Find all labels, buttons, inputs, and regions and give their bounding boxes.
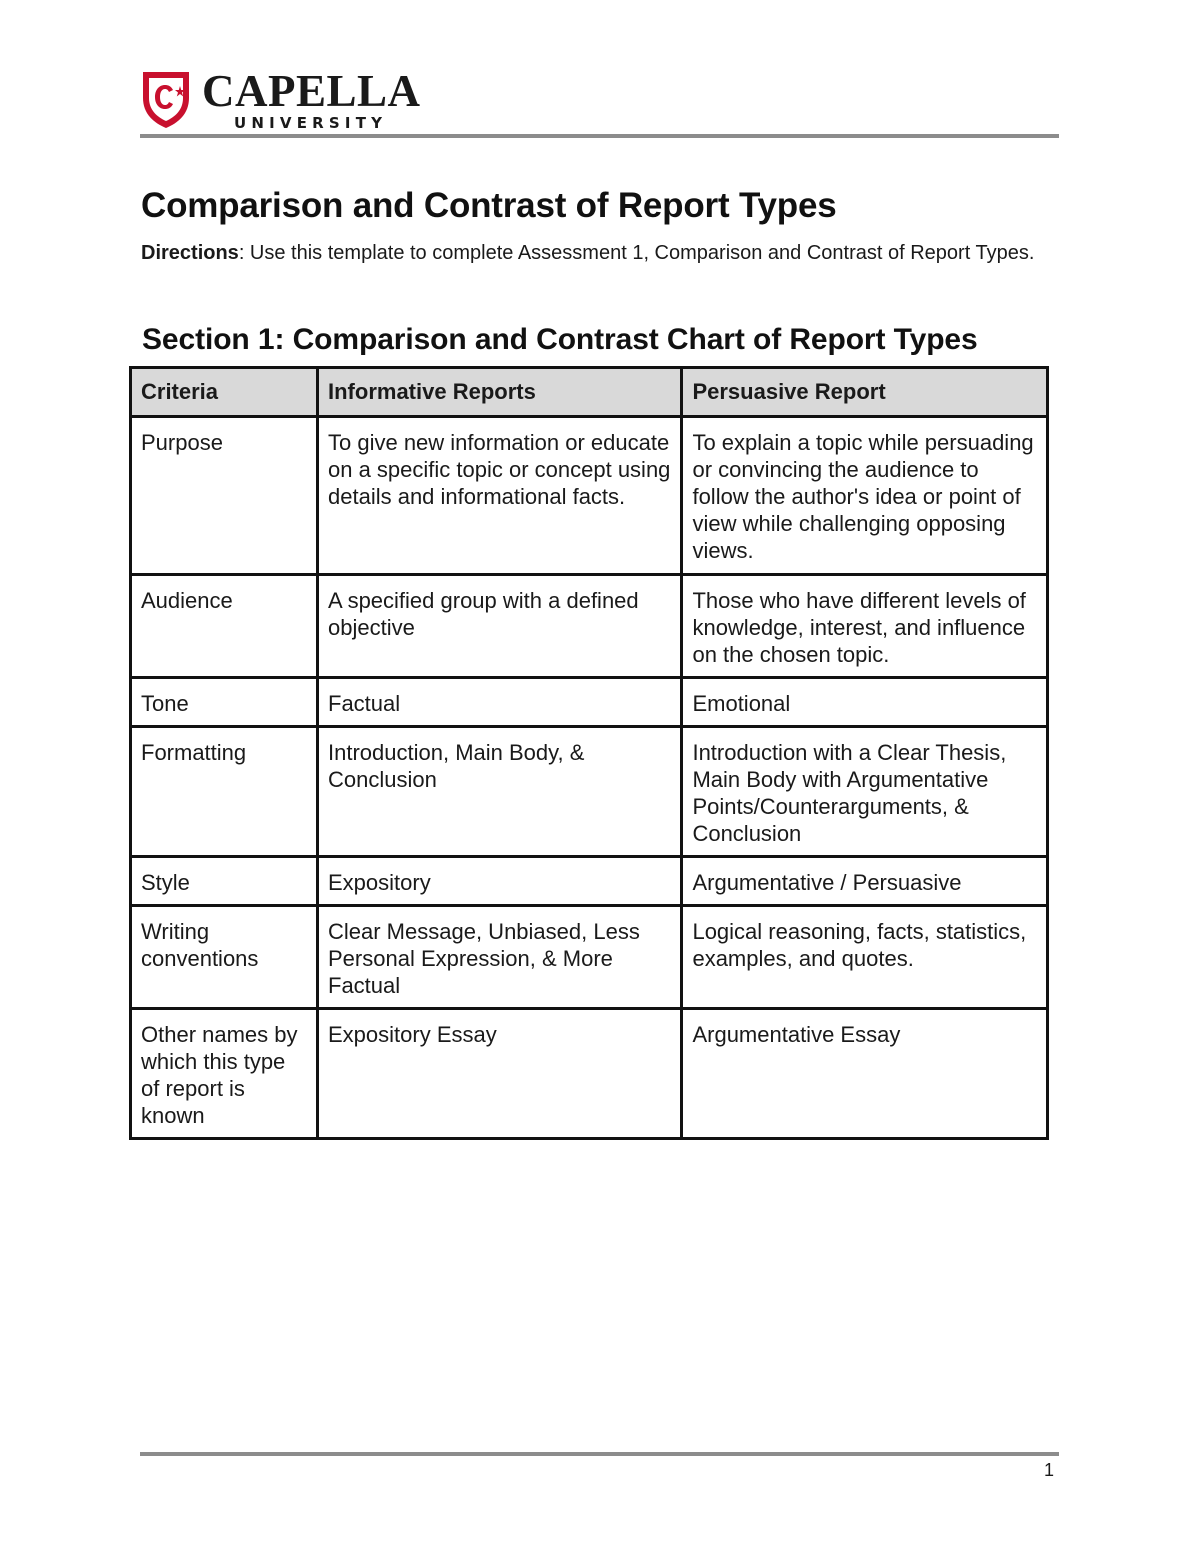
criteria-cell: Other names by which this type of report is known — [131, 1009, 318, 1139]
page-number: 1 — [1044, 1460, 1055, 1480]
table-row — [131, 727, 1048, 857]
header-criteria: Criteria — [131, 368, 318, 417]
directions-text: : Use this template to complete Assessment 1, Comparison and Contrast of Report Types. — [238, 242, 1035, 264]
persuasive-cell: Argumentative / Persuasive — [682, 857, 1048, 906]
footer-divider — [140, 1452, 1059, 1456]
header-divider — [140, 134, 1059, 138]
criteria-cell: Style — [131, 857, 318, 906]
capella-shield-icon — [140, 68, 192, 130]
logo-name: CAPELLA — [202, 66, 421, 116]
table-header-row — [131, 368, 1048, 417]
table-row — [131, 857, 1048, 906]
header-informative: Informative Reports — [318, 368, 682, 417]
criteria-cell: Purpose — [131, 417, 318, 575]
criteria-cell: Audience — [131, 575, 318, 678]
persuasive-cell: Emotional — [682, 678, 1048, 727]
informative-cell: A specified group with a defined objective — [318, 575, 682, 678]
comparison-table — [129, 366, 1049, 1140]
informative-cell: Factual — [318, 678, 682, 727]
header-persuasive: Persuasive Report — [682, 368, 1048, 417]
table-row — [131, 575, 1048, 678]
capella-logo — [140, 68, 421, 132]
directions-label: Directions — [141, 242, 239, 264]
table-row — [131, 417, 1048, 575]
informative-cell: Expository Essay — [318, 1009, 682, 1139]
informative-cell: Clear Message, Unbiased, Less Personal Expression, & More Factual — [318, 906, 682, 1009]
document-title: Comparison and Contrast of Report Types — [141, 186, 837, 225]
criteria-cell: Writing conventions — [131, 906, 318, 1009]
criteria-cell: Formatting — [131, 727, 318, 857]
section-title: Section 1: Comparison and Contrast Chart of Report Types — [142, 323, 978, 356]
informative-cell: Expository — [318, 857, 682, 906]
directions — [141, 241, 1051, 265]
table-row — [131, 678, 1048, 727]
persuasive-cell: Introduction with a Clear Thesis, Main Body with Argumentative Points/Counterarguments, & Conclusion — [682, 727, 1048, 857]
persuasive-cell: To explain a topic while persuading or convincing the audience to follow the author's idea or point of view while challenging opposing views. — [682, 417, 1048, 575]
logo-subtitle: UNIVERSITY — [234, 114, 388, 132]
persuasive-cell: Argumentative Essay — [682, 1009, 1048, 1139]
informative-cell: Introduction, Main Body, & Conclusion — [318, 727, 682, 857]
table-row — [131, 1009, 1048, 1139]
informative-cell: To give new information or educate on a specific topic or concept using details and informational facts. — [318, 417, 682, 575]
table-row — [131, 906, 1048, 1009]
criteria-cell: Tone — [131, 678, 318, 727]
persuasive-cell: Those who have different levels of knowledge, interest, and influence on the chosen topic. — [682, 575, 1048, 678]
persuasive-cell: Logical reasoning, facts, statistics, examples, and quotes. — [682, 906, 1048, 1009]
